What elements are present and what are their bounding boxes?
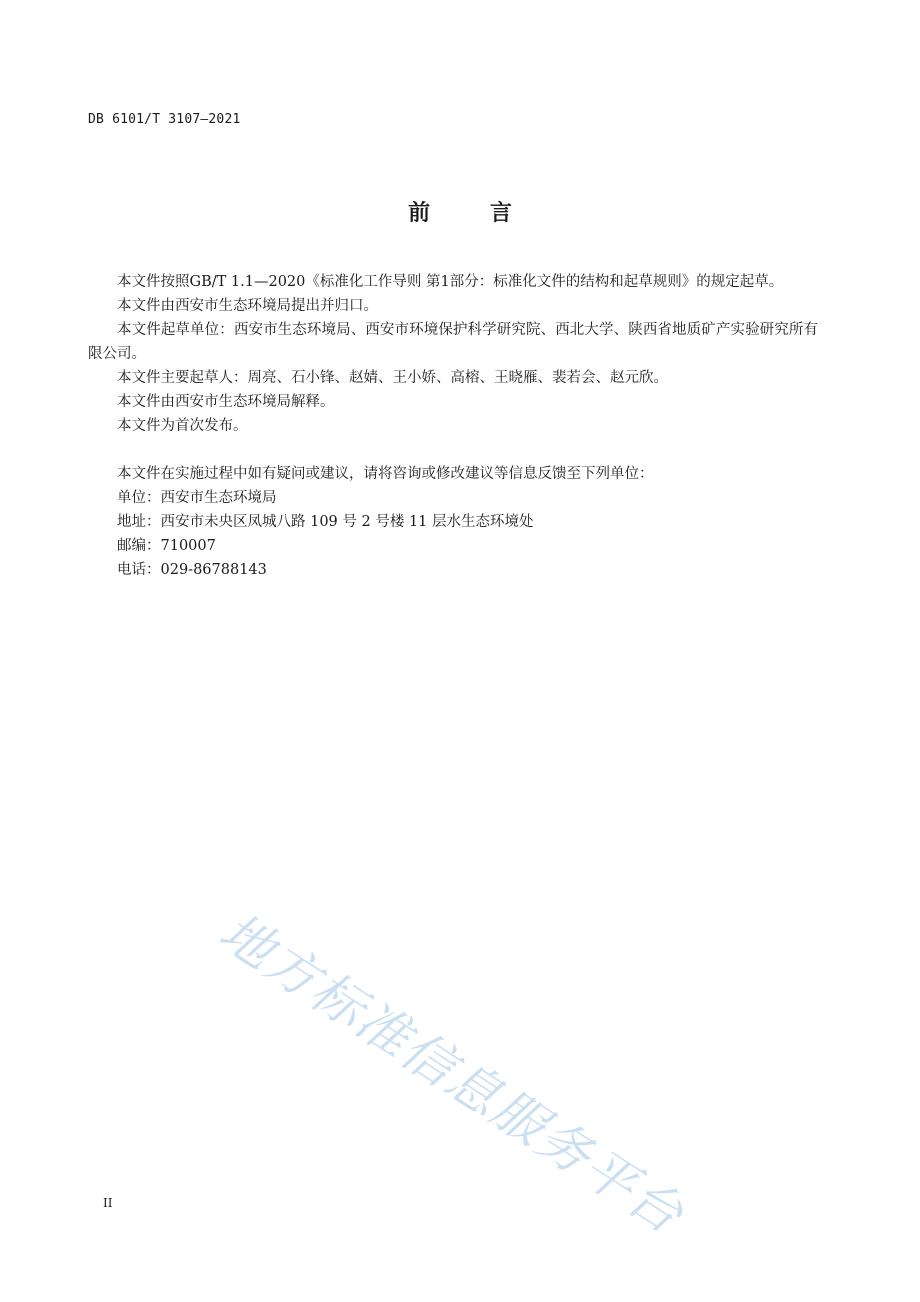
paragraph-drafting-basis: 本文件按照GB/T 1.1—2020《标准化工作导则 第1部分：标准化文件的结构和起草规则》的规定起草。 xyxy=(117,274,784,290)
watermark-text: 地方标准信息服务平台 xyxy=(208,901,695,1247)
contact-postcode: 邮编：710007 xyxy=(117,538,216,554)
contact-unit: 单位：西安市生态环境局 xyxy=(117,490,277,506)
foreword-body xyxy=(88,270,818,582)
paragraph-drafting-units: 本文件起草单位：西安市生态环境局、西安市环境保护科学研究院、西北大学、陕西省地质矿产实验研究所有限公司。 xyxy=(88,322,818,362)
standard-code: DB 6101/T 3107—2021 xyxy=(88,112,241,127)
page-number: II xyxy=(103,1196,113,1210)
paragraph-interpretation: 本文件由西安市生态环境局解释。 xyxy=(117,394,335,410)
contact-intro: 本文件在实施过程中如有疑问或建议，请将咨询或修改建议等信息反馈至下列单位： xyxy=(117,466,654,482)
paragraph-first-release: 本文件为首次发布。 xyxy=(117,418,248,434)
contact-address: 地址：西安市未央区凤城八路 109 号 2 号楼 11 层水生态环境处 xyxy=(117,514,534,530)
paragraph-proposer: 本文件由西安市生态环境局提出并归口。 xyxy=(117,298,378,314)
paragraph-spacer xyxy=(88,438,818,462)
contact-phone: 电话：029-86788143 xyxy=(117,562,267,578)
paragraph-main-drafters: 本文件主要起草人：周亮、石小锋、赵婧、王小娇、高榕、王晓雁、裴若会、赵元欣。 xyxy=(117,370,668,386)
page-title: 前 言 xyxy=(408,201,538,226)
